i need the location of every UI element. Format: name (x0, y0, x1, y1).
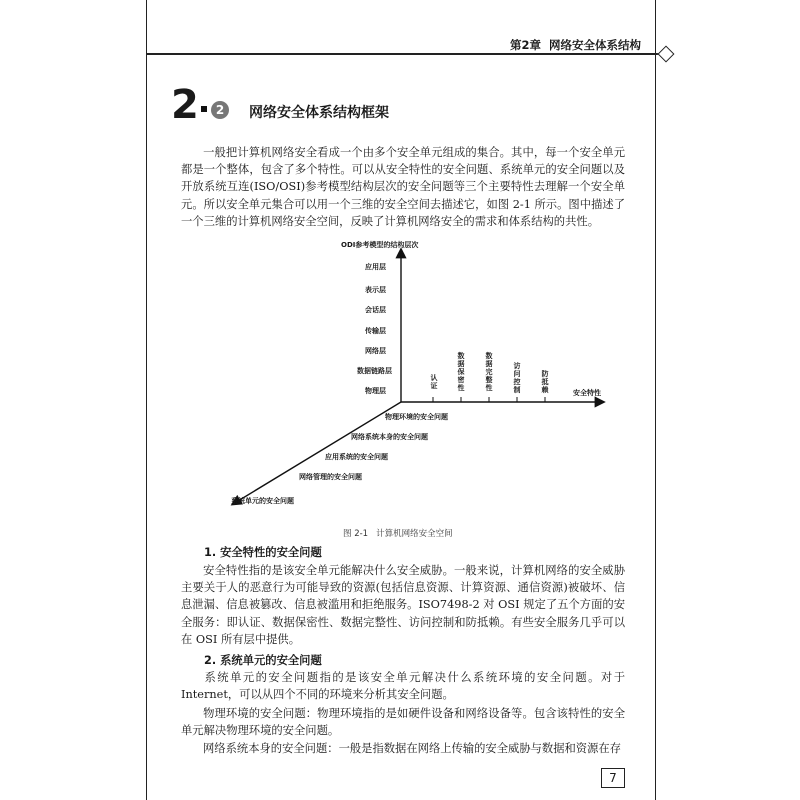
section-minor-number: 2 (211, 101, 229, 119)
subsection-heading: 2. 系统单元的安全问题 (204, 654, 322, 667)
figure-caption (343, 527, 453, 539)
unit-label: 网络管理的安全问题 (299, 473, 362, 481)
subsection-heading: 1. 安全特性的安全问题 (204, 546, 322, 559)
body-paragraph: 网络系统本身的安全问题：一般是指数据在网络上传输的安全威胁与数据和资源在存 (203, 742, 621, 755)
layer-label: 应用层 (365, 263, 386, 271)
layer-label: 数据链路层 (357, 367, 392, 375)
body-paragraph: 系统单元的安全问题指的是该安全单元解决什么系统环境的安全问题。对于Internet，可以从四个不同的环境来分析其安全问题。 (181, 671, 625, 702)
z-axis-title: 系统单元的安全问题 (231, 497, 294, 505)
body-paragraph: 安全特性指的是该安全单元能解决什么安全威胁。一般来说，计算机网络的安全威胁主要关于人的恶意行为可能导致的资源(包括信息资源、计算资源、通信资源)被破坏、信息泄漏、信息被篡改、信息被滥用和拒绝服务。ISO7498-2 对 OSI 规定了五个方面的安全服务：即认证、数据保密性、数据完整性、访问控制和防抵赖。有些安全服务几乎可以在 OSI 所有层中提供。 (181, 564, 625, 646)
y-axis-title: ODI参考模型的结构层次 (341, 241, 419, 249)
chapter-title: 网络安全体系结构 (549, 38, 641, 52)
unit-label: 网络系统本身的安全问题 (351, 433, 428, 441)
section-title: 网络安全体系结构框架 (249, 105, 389, 121)
security-space-diagram (221, 236, 611, 526)
feature-label: 数据完整性 (485, 352, 493, 392)
section-major-number: 2 (171, 82, 199, 128)
chapter-label: 第2章 (509, 38, 541, 52)
body-paragraph: 物理环境的安全问题：物理环境指的是如硬件设备和网络设备等。包含该特性的安全单元解决物理环境的安全问题。 (181, 707, 625, 738)
book-page (146, 0, 656, 800)
running-header (510, 37, 641, 53)
layer-label: 网络层 (365, 347, 386, 355)
diagram-axes (221, 236, 611, 526)
caption-text: 计算机网络安全空间 (376, 529, 453, 539)
x-axis-ticks (433, 397, 545, 402)
header-rule (147, 53, 667, 55)
page-number: 7 (601, 768, 625, 788)
feature-label: 访问控制 (513, 362, 521, 394)
layer-label: 传输层 (365, 327, 386, 335)
section-dot (201, 106, 207, 112)
feature-label: 认证 (430, 374, 438, 390)
layer-label: 表示层 (365, 286, 386, 294)
layer-label: 物理层 (365, 387, 386, 395)
feature-label: 数据保密性 (457, 352, 465, 392)
layer-label: 会话层 (365, 306, 386, 314)
intro-paragraph: 一般把计算机网络安全看成一个由多个安全单元组成的集合。其中，每一个安全单元都是一个整体，包含了多个特性。可以从安全特性的安全问题、系统单元的安全问题以及开放系统互连(ISO/OSI)参考模型结构层次的安全问题等三个主要特性去理解一个安全单元。所以安全单元集合可以用一个三维的安全空间去描述它，如图 2-1 所示。图中描述了一个三维的计算机网络安全空间，反映了计算机网络安全的需求和体系结构的共性。 (181, 146, 625, 228)
diamond-ornament-icon (658, 46, 675, 63)
unit-label: 应用系统的安全问题 (325, 453, 388, 461)
caption-number: 图 2-1 (343, 529, 369, 539)
x-axis-title: 安全特性 (573, 389, 601, 397)
unit-label: 物理环境的安全问题 (385, 413, 448, 421)
feature-label: 防抵赖 (541, 370, 549, 394)
